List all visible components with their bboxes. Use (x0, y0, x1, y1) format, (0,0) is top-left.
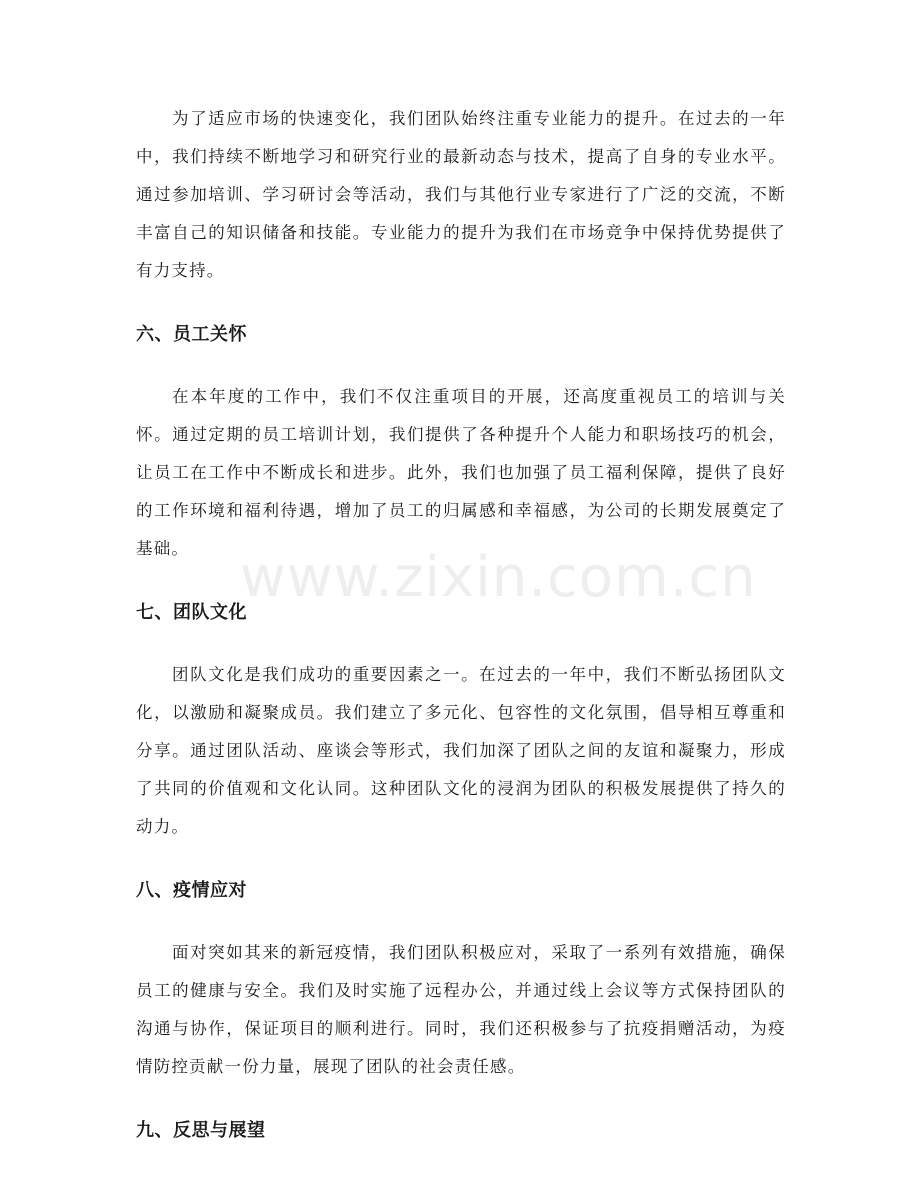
section-heading-employee-care: 六、员工关怀 (136, 324, 247, 345)
section-paragraph-epidemic-response: 面对突如其来的新冠疫情，我们团队积极应对，采取了一系列有效措施，确保员工的健康与安全。我们及时实施了远程办公，并通过线上会议等方式保持团队的沟通与协作，保证项目的顺利进行。同时，我们还积极参与了抗疫捐赠活动，为疫情防控贡献一份力量，展现了团队的社会责任感。 (136, 943, 786, 1076)
section-heading-team-culture: 七、团队文化 (136, 602, 247, 623)
section-paragraph-team-culture: 团队文化是我们成功的重要因素之一。在过去的一年中，我们不断弘扬团队文化，以激励和凝聚成员。我们建立了多元化、包容性的文化氛围，倡导相互尊重和分享。通过团队活动、座谈会等形式，我们加深了团队之间的友谊和凝聚力，形成了共同的价值观和文化认同。这种团队文化的浸润为团队的积极发展提供了持久的动力。 (136, 665, 786, 836)
section-paragraph-employee-care: 在本年度的工作中，我们不仅注重项目的开展，还高度重视员工的培训与关怀。通过定期的员工培训计划，我们提供了各种提升个人能力和职场技巧的机会，让员工在工作中不断成长和进步。此外，我们也加强了员工福利保障，提供了良好的工作环境和福利待遇，增加了员工的归属感和幸福感，为公司的长期发展奠定了基础。 (136, 387, 786, 558)
section-heading-epidemic-response: 八、疫情应对 (136, 880, 247, 901)
section-heading-reflection-outlook: 九、反思与展望 (136, 1120, 266, 1141)
watermark: www.zixin.com.cn (240, 545, 757, 610)
intro-paragraph: 为了适应市场的快速变化，我们团队始终注重专业能力的提升。在过去的一年中，我们持续不断地学习和研究行业的最新动态与技术，提高了自身的专业水平。通过参加培训、学习研讨会等活动，我们与其他行业专家进行了广泛的交流，不断丰富自己的知识储备和技能。专业能力的提升为我们在市场竞争中保持优势提供了有力支持。 (136, 109, 786, 280)
document-body (136, 100, 786, 1144)
